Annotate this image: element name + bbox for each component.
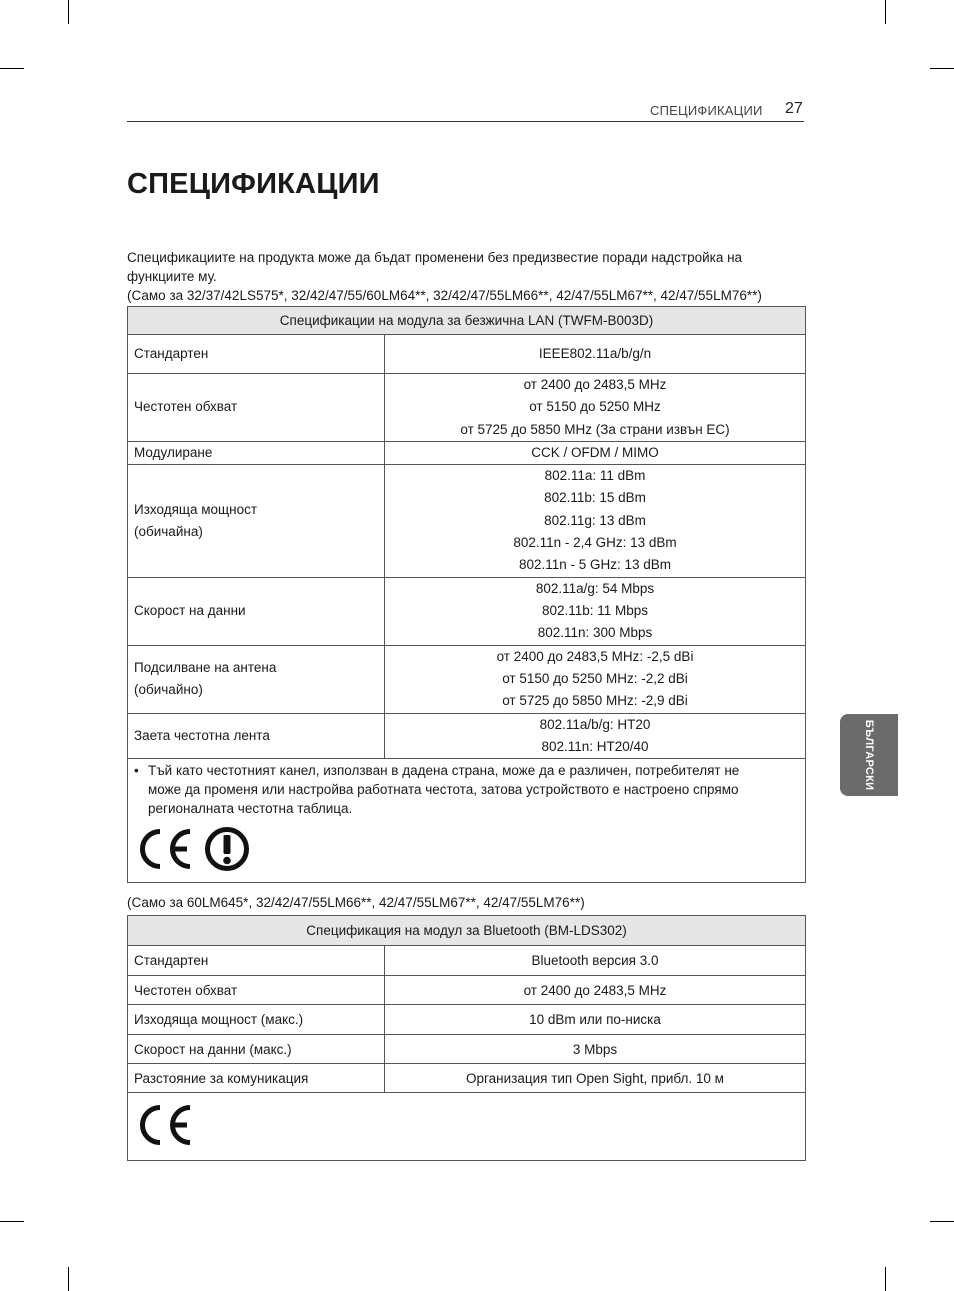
crop-mark <box>930 1221 954 1222</box>
ce-mark-icon <box>136 1103 194 1147</box>
spec-value: 802.11a: 11 dBm 802.11b: 15 dBm 802.11g: 13 dBm 802.11n - 2,4 GHz: 13 dBm 802.11n - 5 GHz: 13 dBm <box>385 465 806 577</box>
wlan-table-title: Спецификации на модула за безжична LAN (TWFM-B003D) <box>128 307 806 335</box>
note-line: регионалната честотна таблица. <box>148 801 353 817</box>
bullet: • <box>134 763 139 779</box>
compliance-marks <box>128 1093 805 1147</box>
bluetooth-models-note: (Само за 60LM645*, 32/42/47/55LM66**, 42/47/55LM67**, 42/47/55LM76**) <box>127 895 585 910</box>
compliance-marks <box>128 818 805 872</box>
language-tab-label: БЪЛГАРСКИ <box>863 719 875 791</box>
spec-value: от 2400 до 2483,5 MHz <box>385 976 806 1005</box>
spec-label: Подсилване на антена (обичайно) <box>128 645 385 713</box>
note-line: Тъй като честотният канел, използван в дадена страна, може да е различен, потребителят не <box>148 763 740 779</box>
spec-value: Организация тип Open Sight, прибл. 10 м <box>385 1064 806 1093</box>
spec-label: Стандартен <box>128 335 385 374</box>
table-row <box>128 645 806 713</box>
intro-line: функциите му. <box>127 269 217 284</box>
spec-value: Bluetooth версия 3.0 <box>385 946 806 976</box>
spec-label: Честотен обхват <box>128 976 385 1005</box>
intro-models-line: (Само за 32/37/42LS575*, 32/42/47/55/60LM64**, 32/42/47/55LM66**, 42/47/55LM67**, 42/47/55LM76**) <box>127 288 762 303</box>
table-row <box>128 1064 806 1093</box>
spec-value: 802.11a/b/g: HT20 802.11n: HT20/40 <box>385 713 806 759</box>
spec-label: Честотен обхват <box>128 374 385 442</box>
page-title: СПЕЦИФИКАЦИИ <box>127 168 380 200</box>
table-row <box>128 441 806 464</box>
spec-label: Стандартен <box>128 946 385 976</box>
header-section-label: СПЕЦИФИКАЦИИ <box>650 103 763 118</box>
spec-value: 802.11a/g: 54 Mbps 802.11b: 11 Mbps 802.11n: 300 Mbps <box>385 577 806 645</box>
intro-text <box>127 248 807 305</box>
table-row <box>128 1035 806 1064</box>
table-row <box>128 465 806 577</box>
intro-line: Спецификациите на продукта може да бъдат променени без предизвестие поради надстройка на <box>127 250 743 265</box>
spec-value: от 2400 до 2483,5 MHz: -2,5 dBi от 5150 до 5250 MHz: -2,2 dBi от 5725 до 5850 MHz: -2,9 dBi <box>385 645 806 713</box>
table-header-row <box>128 916 806 946</box>
note-cell <box>128 759 806 883</box>
spec-label: Разстояние за комуникация <box>128 1064 385 1093</box>
spec-value: от 2400 до 2483,5 MHz от 5150 до 5250 MHz от 5725 до 5850 MHz (За страни извън ЕС) <box>385 374 806 442</box>
table-row <box>128 577 806 645</box>
bluetooth-table-title: Спецификация на модул за Bluetooth (BM-LDS302) <box>128 916 806 946</box>
spec-label: Скорост на данни (макс.) <box>128 1035 385 1064</box>
frequency-note <box>128 759 805 818</box>
wlan-spec-table <box>127 306 806 883</box>
table-row <box>128 1005 806 1035</box>
crop-mark <box>68 1267 69 1291</box>
spec-label: Заета честотна лента <box>128 713 385 759</box>
bluetooth-spec-table <box>127 915 806 1161</box>
spec-value: 10 dBm или по-ниска <box>385 1005 806 1035</box>
note-line: може да променя или настройва работната честота, затова устройството е настроено спрямо <box>148 782 739 798</box>
marks-row <box>128 1093 806 1161</box>
spec-value: 3 Mbps <box>385 1035 806 1064</box>
note-row <box>128 759 806 883</box>
page-header <box>0 0 954 130</box>
spec-label: Изходяща мощност (обичайна) <box>128 465 385 577</box>
alert-class-mark-icon <box>204 826 250 872</box>
marks-cell <box>128 1093 806 1161</box>
language-tab <box>840 714 898 796</box>
crop-mark <box>885 1267 886 1291</box>
page-number: 27 <box>785 100 803 117</box>
table-row <box>128 976 806 1005</box>
spec-value: IEEE802.11a/b/g/n <box>385 335 806 374</box>
spec-value: CCK / OFDM / MIMO <box>385 441 806 464</box>
ce-mark-icon <box>136 827 194 871</box>
table-row <box>128 335 806 374</box>
table-header-row <box>128 307 806 335</box>
spec-label: Изходяща мощност (макс.) <box>128 1005 385 1035</box>
table-row <box>128 374 806 442</box>
crop-mark <box>0 1221 24 1222</box>
spec-label: Модулиране <box>128 441 385 464</box>
table-row <box>128 946 806 976</box>
table-row <box>128 713 806 759</box>
spec-label: Скорост на данни <box>128 577 385 645</box>
header-rule <box>127 121 804 122</box>
